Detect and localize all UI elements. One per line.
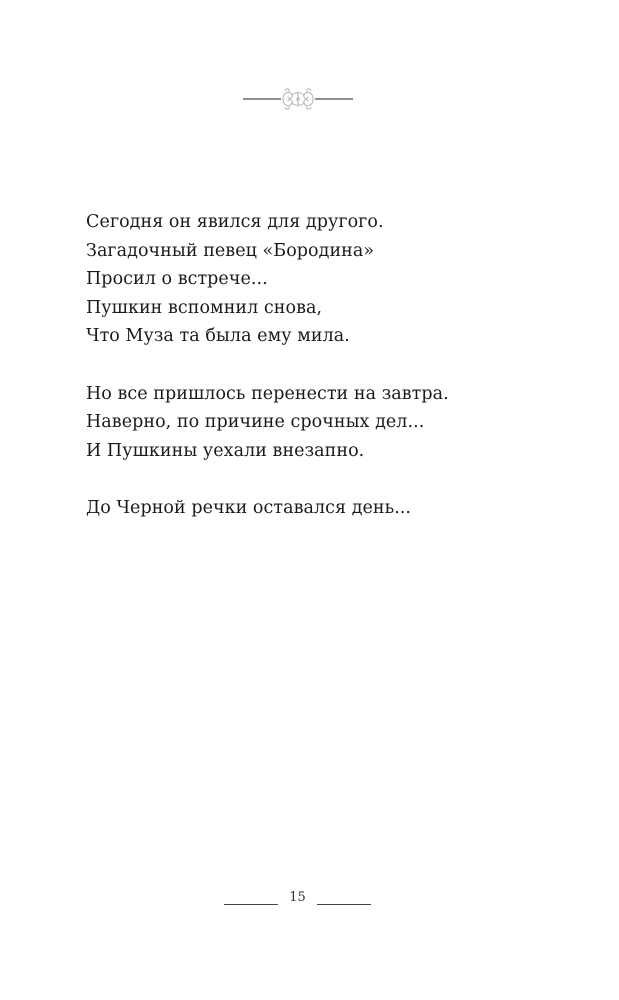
poem <box>86 208 586 552</box>
page-footer <box>0 886 619 916</box>
poem-line: И Пушкины уехали внезапно. <box>86 440 365 461</box>
stanza-2 <box>86 380 586 466</box>
poem-line: Пушкин вспомнил снова, <box>86 297 323 318</box>
poem-line: Сегодня он явился для другого. <box>86 212 384 232</box>
footer-rule-right <box>317 904 371 905</box>
stanza-3 <box>86 494 586 523</box>
ornamental-divider-icon <box>243 80 353 116</box>
page-number: 15 <box>289 890 306 905</box>
poem-line: До Черной речки оставался день... <box>86 498 412 518</box>
poem-line: Загадочный певец «Бородина» <box>86 240 375 261</box>
poem-line: Наверно, по причине срочных дел... <box>86 412 425 432</box>
poem-line: Но все пришлось перенести на завтра. <box>86 383 449 404</box>
poem-line: Просил о встрече... <box>86 269 268 289</box>
stanza-1 <box>86 208 586 351</box>
footer-rule-left <box>224 904 278 905</box>
poem-line: Что Муза та была ему мила. <box>86 326 350 346</box>
